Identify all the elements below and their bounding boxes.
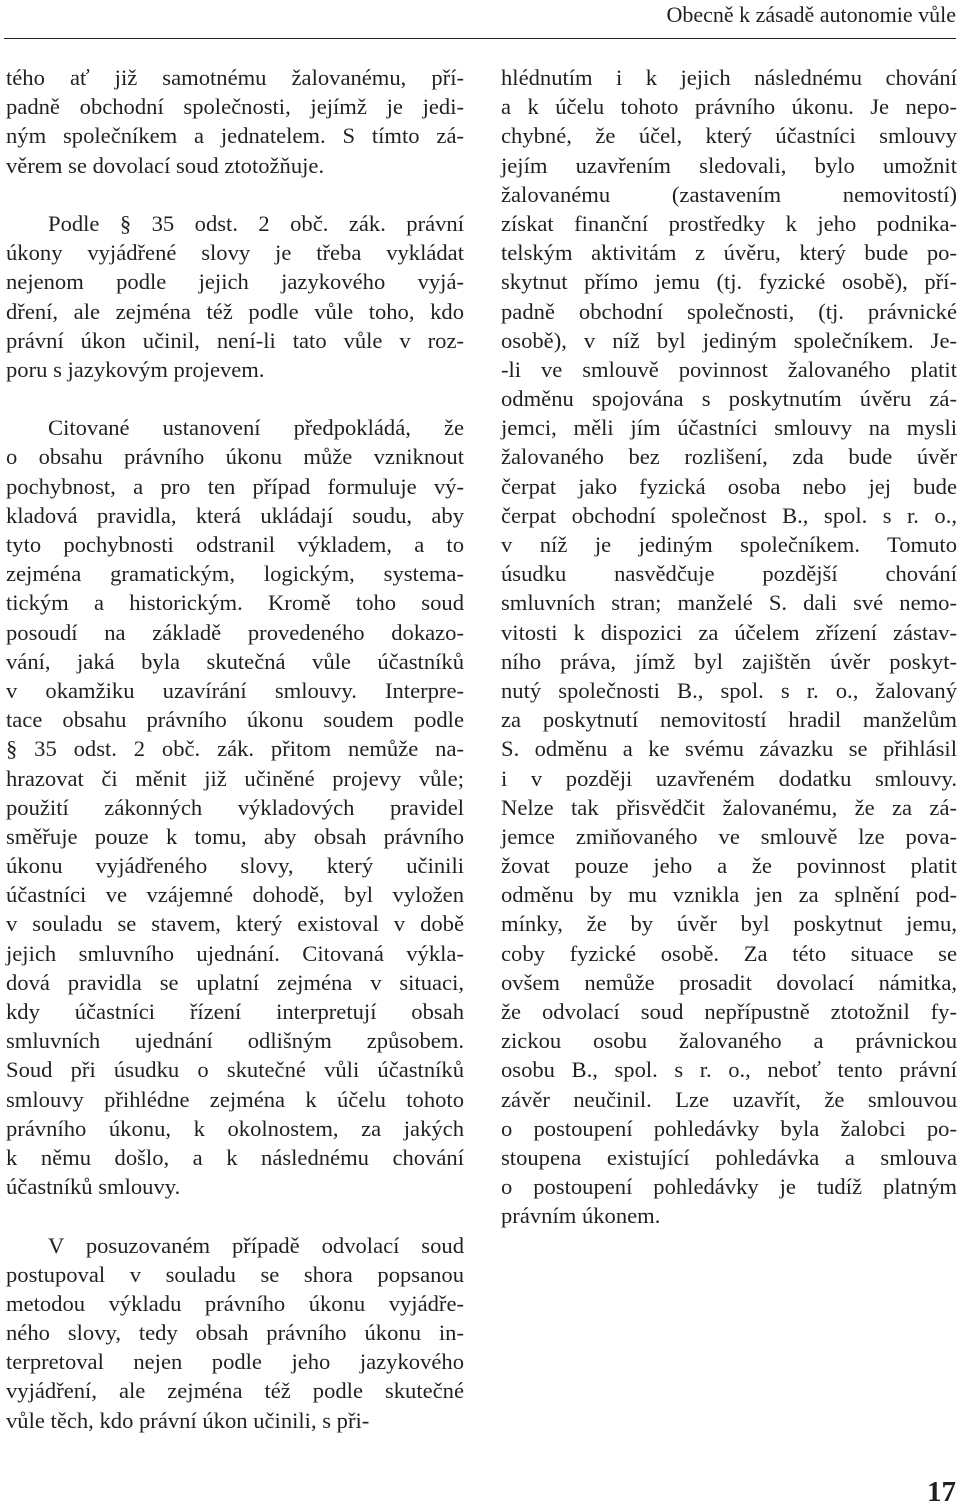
text-line: žalovaného bez rozlišení, zda bude úvěr — [501, 444, 957, 470]
text-line: závěr neučinil. Lze uzavřít, že smlouvou — [501, 1086, 957, 1112]
text-line: tého ať již samotnému žalovanému, pří- — [6, 65, 464, 90]
text-line: vání, jaká byla skutečná vůle účastníků — [6, 648, 464, 674]
text-line: použití zákonných výkladových pravidel — [6, 794, 464, 820]
text-line: žalovanému (zastavením nemovitostí) — [501, 181, 957, 207]
text-line: zickou osobu žalovaného a právnickou — [501, 1028, 957, 1054]
text-line: postupoval v souladu se shora popsanou — [6, 1261, 464, 1287]
text-line: dová pravidla se uplatní zejména v situaci, — [6, 969, 464, 995]
text-line: -li ve smlouvě povinnost žalovaného platit — [501, 356, 957, 382]
text-line: za poskytnutí nemovitostí hradil manželům — [501, 707, 957, 733]
text-line: věrem se dovolací soud ztotožňuje. — [6, 152, 325, 178]
text-line: jejich smluvního ujednání. Citovaná výkla- — [6, 940, 464, 966]
text-line: padně obchodní společnosti, (tj. právnické — [501, 298, 957, 324]
text-line: hlédnutím i k jejich následnému chování — [501, 65, 957, 90]
text-line: kladová pravidla, která ukládají soudu, aby — [6, 502, 464, 528]
text-line: jejím uzavřením sledovali, bylo umožnit — [501, 152, 957, 178]
header-rule — [4, 38, 956, 39]
text-line: Soud při úsudku o skutečné vůli účastníků — [6, 1057, 464, 1083]
paragraph-gap — [6, 384, 464, 413]
text-line: účastníků smlouvy. — [6, 1174, 181, 1200]
text-line: posoudí na základě provedeného dokazo- — [6, 619, 464, 645]
left-text-column — [6, 63, 464, 1435]
text-line: získat finanční prostředky k jeho podnika- — [501, 210, 957, 236]
text-line: o postoupení pohledávky je tudíž platným — [501, 1174, 957, 1200]
text-line: ovšem nemůže prosadit dovolací námitka, — [501, 969, 957, 995]
text-line: pochybnost, a pro ten případ formuluje vý- — [6, 473, 464, 499]
text-line: ným společníkem a jednatelem. S tímto zá- — [6, 123, 464, 149]
paragraph-gap — [6, 1201, 464, 1230]
text-line: úsudku nasvědčuje pozdější chování — [501, 561, 957, 587]
text-line: § 35 odst. 2 obč. zák. přitom nemůže na- — [6, 736, 464, 762]
text-line: mínky, že by úvěr byl poskytnut jemu, — [501, 911, 957, 937]
text-line: právního úkonu, k okolnostem, za jakých — [6, 1115, 464, 1141]
text-line: metodou výkladu právního úkonu vyjádře- — [6, 1290, 464, 1316]
text-line: dření, ale zejména též podle vůle toho, kdo — [6, 298, 464, 324]
text-line: jemci, měli jím účastníci smlouvy na mysli — [501, 415, 957, 441]
text-line: terpretoval nejen podle jeho jazykového — [6, 1349, 464, 1375]
text-line: tickým a historickým. Kromě toho soud — [6, 590, 464, 616]
text-line: v níž je jediným společníkem. Tomuto — [501, 532, 957, 557]
text-line: k němu došlo, a k následnému chování — [6, 1144, 464, 1170]
text-line: kdy účastníci řízení interpretují obsah — [6, 999, 464, 1024]
text-line: právní úkon učinil, není-li tato vůle v roz- — [6, 327, 464, 353]
text-line: S. odměnu a ke svému závazku se přihlásil — [501, 736, 957, 762]
text-line: skytnut přímo jemu (tj. fyzické osobě), pří- — [501, 269, 957, 295]
text-line: hrazovat či měnit již učiněné projevy vůle; — [6, 765, 464, 791]
text-line: Citované ustanovení předpokládá, že — [48, 415, 464, 441]
text-line: coby fyzické osobě. Za této situace se — [501, 940, 957, 966]
text-line: smlouvy přihlédne zejména k účelu tohoto — [6, 1086, 464, 1112]
text-line: právním úkonem. — [501, 1203, 661, 1229]
text-line: úkonu vyjádřeného slovy, který učinili — [6, 853, 464, 879]
text-line: čerpat obchodní společnost B., spol. s r. o., — [501, 502, 957, 528]
text-line: v okamžiku uzavírání smlouvy. Interpre- — [6, 677, 464, 703]
running-header: Obecně k zásadě autonomie vůle — [666, 2, 956, 27]
text-line: vitosti k dispozici za účelem zřízení zástav- — [501, 619, 957, 645]
text-line: úkony vyjádřené slovy je třeba vykládat — [6, 240, 464, 266]
text-line: vyjádření, ale zejména též podle skutečné — [6, 1378, 464, 1404]
text-line: směřuje pouze k tomu, aby obsah právního — [6, 823, 464, 849]
text-line: tace obsahu právního úkonu soudem podle — [6, 707, 464, 733]
text-line: tyto pochybnosti odstranil výkladem, a to — [6, 532, 464, 557]
text-line: čerpat jako fyzická osoba nebo jej bude — [501, 473, 957, 499]
text-line: o obsahu právního úkonu může vzniknout — [6, 444, 464, 470]
text-line: ného slovy, tedy obsah právního úkonu in- — [6, 1320, 464, 1346]
text-line: stoupena existující pohledávka a smlouva — [501, 1144, 957, 1170]
text-line: vůle těch, kdo právní úkon učinili, s při- — [6, 1407, 370, 1433]
text-line: telským aktivitám z úvěru, který bude po- — [501, 240, 957, 266]
text-line: i v později uzavřeném dodatku smlouvy. — [501, 765, 957, 791]
text-line: v souladu se stavem, který existoval v době — [6, 911, 464, 937]
text-line: Nelze tak přisvědčit žalovanému, že za zá- — [501, 794, 957, 820]
text-line: a k účelu tohoto právního úkonu. Je nepo- — [501, 94, 957, 120]
text-line: jemce zmiňovaného ve smlouvě lze pova- — [501, 823, 957, 849]
text-line: účastníci ve vzájemné dohodě, byl vyložen — [6, 882, 464, 908]
text-line: že odvolací soud nepřípustně ztotožnil fy- — [501, 999, 957, 1024]
text-line: osobě), v níž byl jediným společníkem. Je- — [501, 327, 957, 353]
text-line: V posuzovaném případě odvolací soud — [48, 1232, 464, 1258]
text-line: chybné, že účel, který účastníci smlouvy — [501, 123, 957, 149]
text-line: smluvních ujednání odlišným způsobem. — [6, 1028, 464, 1054]
text-line: Podle § 35 odst. 2 obč. zák. právní — [48, 210, 464, 236]
text-line: ního práva, jímž byl zajištěn úvěr poskyt- — [501, 648, 957, 674]
text-line: odměnu by mu vznikla jen za splnění pod- — [501, 882, 957, 908]
text-line: o postoupení pohledávky byla žalobci po- — [501, 1115, 957, 1141]
text-line: osobu B., spol. s r. o., neboť tento právní — [501, 1057, 957, 1083]
text-line: odměnu spojována s poskytnutím úvěru zá- — [501, 386, 957, 412]
text-line: poru s jazykovým projevem. — [6, 356, 265, 382]
page-number: 17 — [927, 1476, 956, 1508]
text-line: nejenom podle jejich jazykového vyjá- — [6, 269, 464, 295]
text-line: padně obchodní společnosti, jejímž je jedi- — [6, 94, 464, 120]
text-line: zejména gramatickým, logickým, systema- — [6, 561, 464, 587]
paragraph-gap — [6, 180, 464, 209]
text-line: nutý společnosti B., spol. s r. o., žalovaný — [501, 677, 957, 703]
right-text-column — [501, 63, 957, 1231]
text-line: žovat pouze jeho a že povinnost platit — [501, 853, 957, 879]
text-line: smluvních stran; manželé S. dali své nemo- — [501, 590, 957, 616]
